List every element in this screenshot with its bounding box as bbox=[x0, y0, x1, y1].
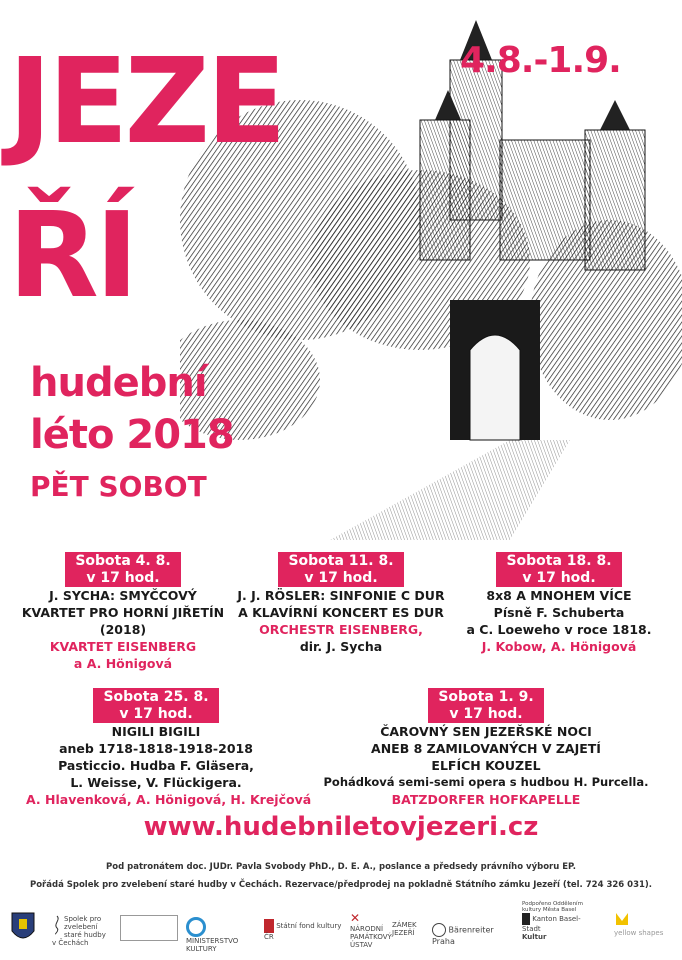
concert-line: Pohádková semi-semi opera s hudbou H. Purcella. bbox=[323, 775, 649, 789]
concert-line: aneb 1718-1818-1918-2018 bbox=[59, 741, 253, 756]
coat-of-arms-icon bbox=[10, 909, 36, 949]
concert-line: J. J. RÖSLER: SINFONIE C DUR bbox=[237, 588, 445, 603]
sfk-logo: Státní fond kultury ČR bbox=[264, 919, 342, 941]
subtitle-pet-sobot: PĚT SOBOT bbox=[30, 470, 207, 503]
concert-line: KVARTET PRO HORNÍ JIŘETÍN bbox=[21, 605, 225, 620]
concert-line: NIGILI BIGILI bbox=[111, 724, 201, 739]
concert-line: ANEB 8 ZAMILOVANÝCH V ZAJETÍ bbox=[371, 741, 601, 756]
concert-card bbox=[236, 552, 446, 655]
bear-icon bbox=[432, 923, 446, 937]
concert-line: a C. Loeweho v roce 1818. bbox=[466, 622, 652, 637]
concert-performer: BATZDORFER HOFKAPELLE bbox=[391, 792, 581, 807]
zamek-logo: ZÁMEK JEZEŘÍ bbox=[392, 921, 417, 937]
subtitle-hudebni: hudební bbox=[30, 360, 207, 406]
clef-icon bbox=[52, 915, 62, 935]
sponsor-logos bbox=[0, 901, 682, 960]
concert-line: Písně F. Schuberta bbox=[493, 605, 625, 620]
concert-line: L. Weisse, V. Flückigera. bbox=[70, 775, 242, 790]
concert-line: J. SYCHA: SMYČCOVÝ bbox=[49, 588, 197, 603]
npu-logo: ✕ NÁRODNÍ PAMÁTKOVÝ ÚSTAV bbox=[350, 911, 392, 949]
organizer-note: Pořádá Spolek pro zvelebení staré hudby v Čechách. Rezervace/předprodej na pokladně Státního zámku Jezeří (tel. 724 326 031). bbox=[29, 880, 653, 890]
title-ri: ŘÍ bbox=[8, 186, 135, 324]
concert-date-tag bbox=[428, 688, 543, 723]
patronage-note: Pod patronátem doc. JUDr. Pavla Svobody PhD., D. E. A., poslance a předsedy právního výboru EP. bbox=[106, 862, 576, 872]
concert-performer: ORCHESTR EISENBERG, bbox=[259, 622, 423, 637]
concert-line: Pasticcio. Hudba F. Gläsera, bbox=[58, 758, 254, 773]
concert-date-tag bbox=[496, 552, 621, 587]
concert-card bbox=[18, 552, 228, 672]
website-link[interactable]: www.hudebniletovjezeri.cz bbox=[143, 812, 539, 842]
ministerstvo-logo: MINISTERSTVO KULTURY bbox=[186, 917, 248, 953]
concert-time: v 17 hod. bbox=[119, 706, 193, 722]
basel-staff-icon bbox=[522, 913, 530, 925]
spolek-logo: Spolek pro zvelebení staré hudby v Čechách bbox=[52, 915, 106, 947]
concert-card bbox=[316, 688, 656, 808]
concert-card bbox=[454, 552, 664, 655]
concert-day: Sobota 18. 8. bbox=[506, 553, 612, 569]
concert-line: ČAROVNÝ SEN JEZEŘSKÉ NOCI bbox=[380, 724, 592, 739]
basel-logo: Podpořeno Oddělením kultury Města Basel Kanton Basel-Stadt Kultur bbox=[522, 901, 583, 941]
concert-card bbox=[26, 688, 312, 808]
barenreiter-logo: Bärenreiter Praha bbox=[432, 923, 516, 946]
concert-line: A KLAVÍRNÍ KONCERT ES DUR bbox=[238, 605, 444, 620]
concert-time: v 17 hod. bbox=[304, 570, 378, 586]
concert-day: Sobota 1. 9. bbox=[438, 689, 534, 705]
npu-icon: ✕ bbox=[350, 911, 361, 925]
concert-day: Sobota 25. 8. bbox=[103, 689, 209, 705]
concert-time: v 17 hod. bbox=[522, 570, 596, 586]
fund-logo bbox=[120, 915, 178, 941]
concert-performer: J. Kobow, A. Hönigová bbox=[481, 639, 637, 654]
concert-date-tag bbox=[278, 552, 403, 587]
yellow-shapes-icon bbox=[614, 911, 630, 927]
subtitle-leto: léto 2018 bbox=[30, 412, 234, 458]
concert-line: (2018) bbox=[99, 622, 147, 637]
concert-line: ELFÍCH KOUZEL bbox=[431, 758, 541, 773]
ministry-icon bbox=[186, 917, 206, 937]
concert-extra: dir. J. Sycha bbox=[299, 639, 383, 654]
title-jeze: JEZE bbox=[8, 32, 283, 170]
concert-time: v 17 hod. bbox=[449, 706, 523, 722]
concert-date-tag bbox=[93, 688, 218, 723]
concert-day: Sobota 11. 8. bbox=[288, 553, 394, 569]
concert-date-tag bbox=[65, 552, 180, 587]
concert-extra: a A. Hönigová bbox=[73, 656, 173, 671]
lion-icon bbox=[264, 919, 274, 933]
concert-day: Sobota 4. 8. bbox=[75, 553, 171, 569]
festival-dates: 4.8.-1.9. bbox=[460, 40, 621, 81]
yellow-shapes-logo: yellow shapes bbox=[614, 911, 664, 937]
concert-performer: A. Hlavenková, A. Hönigová, H. Krejčová bbox=[26, 792, 312, 807]
concert-time: v 17 hod. bbox=[86, 570, 160, 586]
concert-line: 8x8 A MNOHEM VÍCE bbox=[486, 588, 632, 603]
concert-performer: KVARTET EISENBERG bbox=[49, 639, 197, 654]
